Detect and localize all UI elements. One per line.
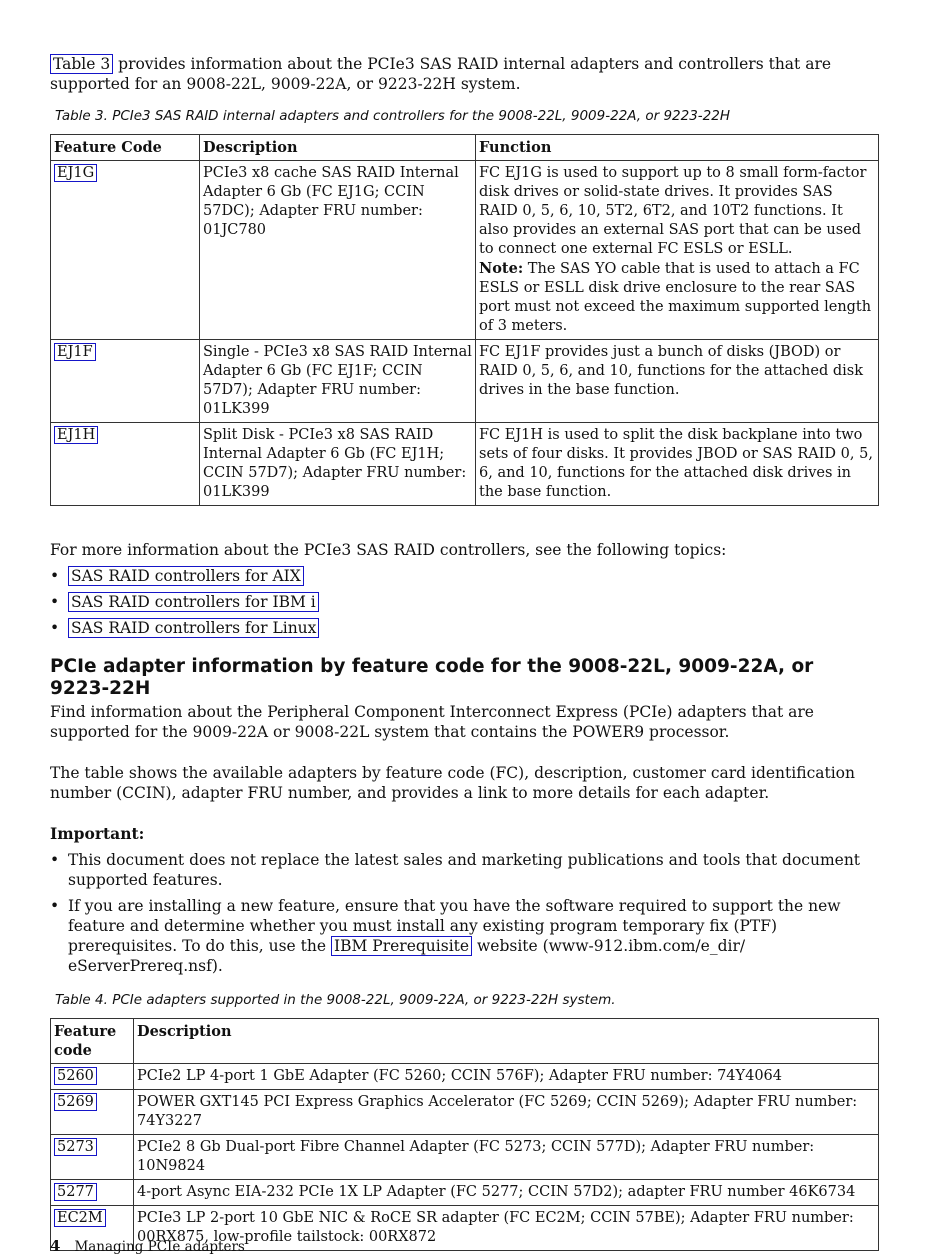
intro-paragraph bbox=[50, 54, 878, 94]
section-heading: PCIe adapter information by feature code for the 9008-22L, 9009-22A, or 9223-22H bbox=[50, 656, 814, 699]
linux-link[interactable]: SAS RAID controllers for Linux bbox=[68, 618, 319, 638]
document-page bbox=[50, 54, 878, 1251]
function-cell: FC EJ1H is used to split the disk backplane into two sets of four disks. It provides JBOD or SAS RAID 0, 5, 6, and 10, functions for the attached disk drives in the base function. bbox=[476, 423, 879, 506]
feature-code-link[interactable]: 5260 bbox=[54, 1067, 97, 1085]
table3-header-feature-code: Feature Code bbox=[51, 135, 200, 161]
description-cell: PCIe3 x8 cache SAS RAID Internal Adapter 6 Gb (FC EJ1G; CCIN 57DC); Adapter FRU number: 01JC780 bbox=[200, 161, 476, 340]
table-row bbox=[51, 1180, 879, 1206]
feature-code-cell bbox=[51, 1180, 134, 1206]
list-item bbox=[50, 618, 878, 638]
feature-code-link[interactable]: 5269 bbox=[54, 1093, 97, 1111]
feature-code-cell bbox=[51, 1135, 134, 1180]
table-row bbox=[51, 1064, 879, 1090]
intro-text: provides information about the PCIe3 SAS RAID internal adapters and controllers that are supported for an 9008-22L, 9009-22A, or 9223-22H system. bbox=[50, 55, 832, 93]
list-item bbox=[50, 592, 878, 612]
table4 bbox=[50, 1018, 879, 1251]
table4-header-feature-code: Feature code bbox=[51, 1019, 134, 1064]
table-row bbox=[51, 1090, 879, 1135]
description-cell: PCIe3 LP 2-port 10 GbE NIC & RoCE SR adapter (FC EC2M; CCIN 57BE); Adapter FRU number: 00RX875, low-profile tailstock: 00RX872 bbox=[134, 1206, 879, 1251]
function-cell bbox=[476, 161, 879, 340]
table4-header-description: Description bbox=[134, 1019, 879, 1064]
ibm-prerequisite-link[interactable]: IBM Prerequisite bbox=[331, 936, 472, 956]
list-item bbox=[50, 566, 878, 586]
table-row bbox=[51, 340, 879, 423]
table-row bbox=[51, 161, 879, 340]
footer-title: Managing PCIe adapters bbox=[74, 1239, 245, 1255]
page-footer bbox=[50, 1236, 245, 1255]
more-info-list bbox=[50, 566, 878, 638]
list-item: • This document does not replace the latest sales and marketing publications and tools that document supported features. bbox=[50, 850, 878, 890]
ibmi-link[interactable]: SAS RAID controllers for IBM i bbox=[68, 592, 319, 612]
important-label: Important: bbox=[50, 824, 145, 843]
section-paragraph-2: The table shows the available adapters by feature code (FC), description, customer card identification number (CCIN), adapter FRU number, and provides a link to more details for each adapter. bbox=[50, 764, 855, 802]
description-cell: PCIe2 8 Gb Dual-port Fibre Channel Adapter (FC 5273; CCIN 577D); Adapter FRU number: 10N9824 bbox=[134, 1135, 879, 1180]
function-cell: FC EJ1F provides just a bunch of disks (JBOD) or RAID 0, 5, 6, and 10, functions for the attached disk drives in the base function. bbox=[476, 340, 879, 423]
section-paragraph-1: Find information about the Peripheral Component Interconnect Express (PCIe) adapters that are supported for the 9009-22A or 9008-22L system that contains the POWER9 processor. bbox=[50, 703, 814, 741]
feature-code-cell bbox=[51, 340, 200, 423]
feature-code-link[interactable]: EJ1H bbox=[54, 426, 98, 444]
table3 bbox=[50, 134, 879, 506]
description-cell: Split Disk - PCIe3 x8 SAS RAID Internal Adapter 6 Gb (FC EJ1H; CCIN 57D7); Adapter FRU number: 01LK399 bbox=[200, 423, 476, 506]
feature-code-link[interactable]: EJ1G bbox=[54, 164, 97, 182]
description-cell: POWER GXT145 PCI Express Graphics Accelerator (FC 5269; CCIN 5269); Adapter FRU number: 74Y3227 bbox=[134, 1090, 879, 1135]
bullet2-text-end: website (www-912.ibm.com/e_dir/ eServerPrereq.nsf). bbox=[68, 937, 746, 975]
feature-code-cell bbox=[51, 1064, 134, 1090]
feature-code-link[interactable]: EC2M bbox=[54, 1209, 106, 1227]
feature-code-cell bbox=[51, 1090, 134, 1135]
table-row bbox=[51, 1135, 879, 1180]
feature-code-link[interactable]: 5273 bbox=[54, 1138, 97, 1156]
list-item bbox=[50, 896, 878, 976]
important-list bbox=[50, 850, 878, 976]
description-cell: Single - PCIe3 x8 SAS RAID Internal Adapter 6 Gb (FC EJ1F; CCIN 57D7); Adapter FRU number: 01LK399 bbox=[200, 340, 476, 423]
description-cell: 4-port Async EIA-232 PCIe 1X LP Adapter (FC 5277; CCIN 57D2); adapter FRU number 46K6734 bbox=[134, 1180, 879, 1206]
table3-header-row bbox=[51, 135, 879, 161]
feature-code-cell bbox=[51, 161, 200, 340]
feature-code-link[interactable]: EJ1F bbox=[54, 343, 96, 361]
table3-caption: Table 3. PCIe3 SAS RAID internal adapters and controllers for the 9008-22L, 9009-22A, or 9223-22H bbox=[55, 108, 731, 124]
aix-link[interactable]: SAS RAID controllers for AIX bbox=[68, 566, 304, 586]
table-row bbox=[51, 423, 879, 506]
table3-header-description: Description bbox=[200, 135, 476, 161]
table4-header-row bbox=[51, 1019, 879, 1064]
table3-link[interactable]: Table 3 bbox=[50, 54, 113, 74]
more-info-text: For more information about the PCIe3 SAS RAID controllers, see the following topics: bbox=[50, 541, 727, 559]
description-cell: PCIe2 LP 4-port 1 GbE Adapter (FC 5260; CCIN 576F); Adapter FRU number: 74Y4064 bbox=[134, 1064, 879, 1090]
feature-code-cell bbox=[51, 423, 200, 506]
page-number: 4 bbox=[50, 1237, 61, 1255]
table3-header-function: Function bbox=[476, 135, 879, 161]
table4-caption: Table 4. PCIe adapters supported in the 9008-22L, 9009-22A, or 9223-22H system. bbox=[55, 992, 616, 1008]
feature-code-link[interactable]: 5277 bbox=[54, 1183, 97, 1201]
function-text: FC EJ1G is used to support up to 8 small form-factor disk drives or solid-state drives. It provides SAS RAID 0, 5, 6, 10, 5T2, 6T2, and 10T2 functions. It also provides an external SAS port that can be used to connect one external FC ESLS or ESLL. bbox=[479, 165, 867, 257]
note-label: Note: bbox=[479, 260, 524, 277]
note-text: The SAS YO cable that is used to attach a FC ESLS or ESLL disk drive enclosure to the rear SAS port must not exceed the maximum supported length of 3 meters. bbox=[479, 261, 872, 334]
bullet2-text: If you are installing a new feature, ensure that you have the software required to support the new feature and determine whether you must install any existing program temporary fix (PTF) prerequisites. To do this, use the bbox=[68, 897, 841, 955]
